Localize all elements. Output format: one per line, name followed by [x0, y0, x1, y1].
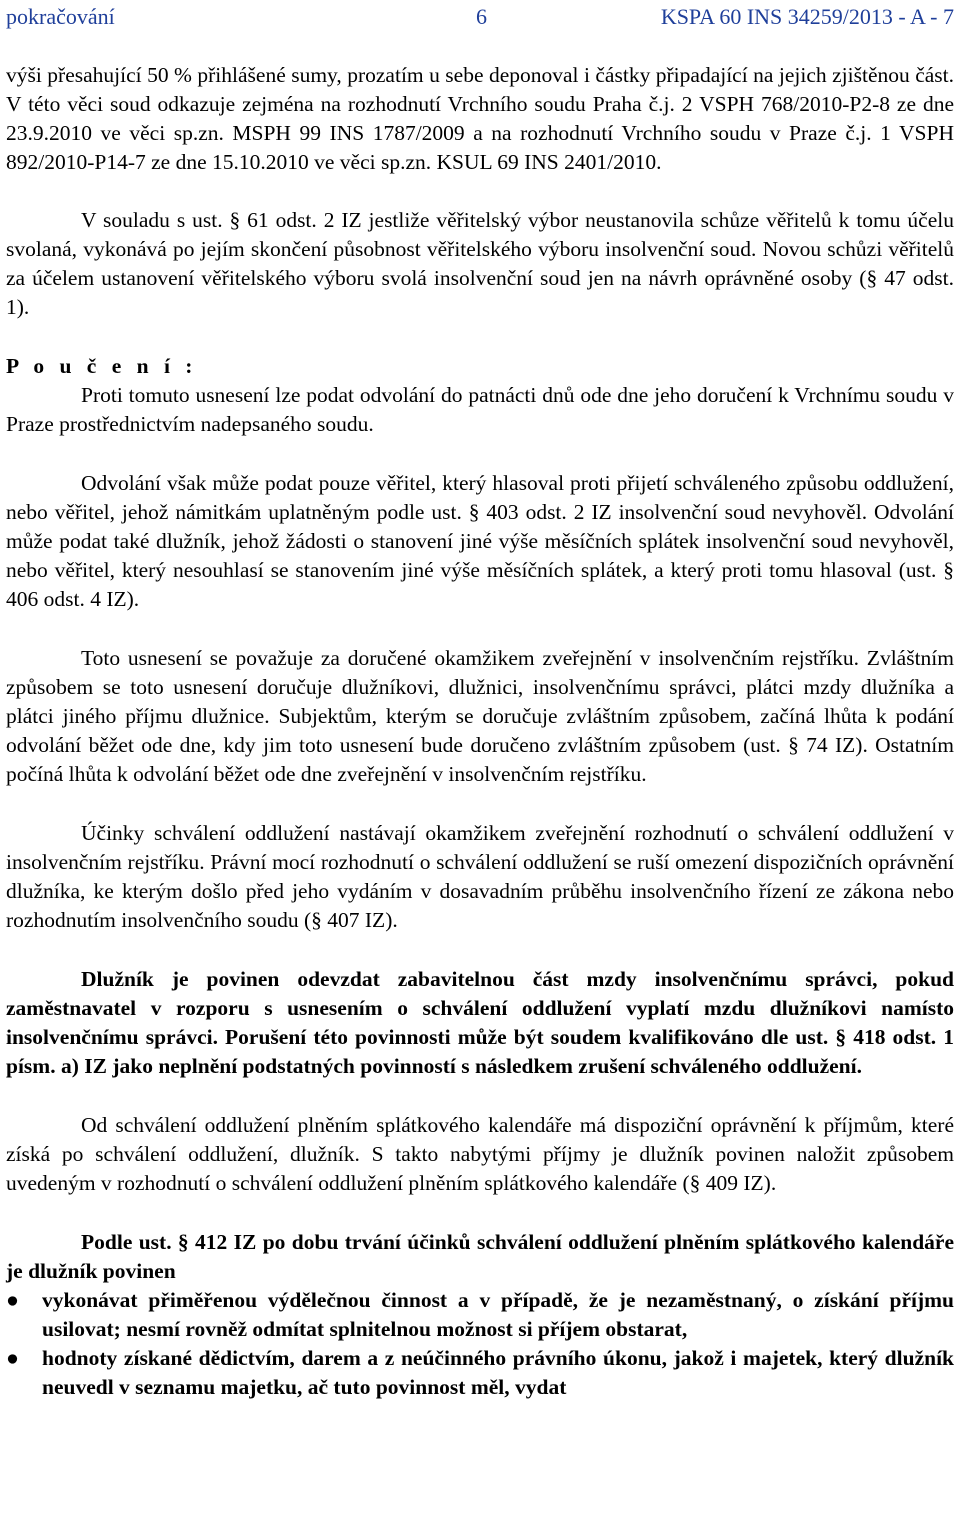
list-item — [6, 1344, 954, 1402]
document-body — [6, 61, 954, 1402]
paragraph-delivery: Toto usnesení se považuje za doručené okamžikem zveřejnění v insolvenčním rejstříku. Zvláštním způsobem se toto usnesení doručuje dlužníkovi, dlužnici, insolvenčnímu správci, plátci mzdy dlužníka a plátci jiného příjmu dlužnice. Subjektům, kterým se doručuje zvláštním způsobem, začíná lhůta k podání odvolání běžet ode dne, kdy jim toto usnesení bude doručeno zvláštním způsobem (ust. § 74 IZ). Ostatním počíná lhůta k odvolání běžet ode dne zveřejnění v insolvenčním rejstříku. — [6, 646, 954, 786]
paragraph-effects: Účinky schválení oddlužení nastávají okamžikem zveřejnění rozhodnutí o schválení oddlužení v insolvenčním rejstříku. Právní mocí rozhodnutí o schválení oddlužení se ruší omezení dispozičních oprávnění dlužníka, ke kterým došlo před jeho vydáním v dosavadním průběhu insolvenčního řízení ze zákona nebo rozhodnutím insolvenčního soudu (§ 407 IZ). — [6, 821, 954, 932]
paragraph-appeal-deadline: Proti tomuto usnesení lze podat odvolání do patnácti dnů ode dne jeho doručení k Vrchnímu soudu v Praze prostřednictvím nadepsaného soudu. — [6, 383, 954, 436]
paragraph-creditors-committee: V souladu s ust. § 61 odst. 2 IZ jestliže věřitelský výbor neustanovila schůze věřitelů k tomu účelu svolaná, vykonává po jejím skončení působnost věřitelského výboru insolvenční soud. Novou schůzi věřitelů za účelem ustanovení věřitelského výboru svolá insolvenční soud jen na návrh oprávněné osoby (§ 47 odst. 1). — [6, 208, 954, 319]
paragraph-debtor-obligation: Dlužník je povinen odevzdat zabavitelnou část mzdy insolvenčnímu správci, pokud zaměstnavatel v rozporu s usnesením o schválení oddlužení vyplatí mzdu dlužníkovi namísto insolvenčnímu správci. Porušení této povinnosti může být soudem kvalifikováno dle ust. § 418 odst. 1 písm. a) IZ jako neplnění podstatných povinností s následkem zrušení schváleného oddlužení. — [6, 967, 954, 1078]
page-number: 6 — [476, 4, 487, 29]
paragraph-debtor-duties-intro: Podle ust. § 412 IZ po dobu trvání účinků schválení oddlužení plněním splátkového kalendáře je dlužník povinen — [6, 1230, 954, 1283]
list-item-text: vykonávat přiměřenou výdělečnou činnost a v případě, že je nezaměstnaný, o získání příjmu usilovat; nesmí rovněž odmítat splnitelnou možnost si příjem obstarat, — [42, 1288, 954, 1341]
bullet-icon: ● — [6, 1288, 19, 1312]
list-item-text: hodnoty získané dědictvím, darem a z neúčinného právního úkonu, jakož i majetek, který dlužník neuvedl v seznamu majetku, ač tuto povinnost měl, vydat — [42, 1346, 954, 1399]
debtor-duties-list — [6, 1286, 954, 1402]
instruction-heading: P o u č e n í : — [6, 354, 198, 378]
page-header — [6, 2, 954, 31]
paragraph-disposal-rights: Od schválení oddlužení plněním splátkového kalendáře má dispoziční oprávnění k příjmům, které získá po schválení oddlužení, dlužník. S takto nabytými příjmy je dlužník povinen naložit způsobem uvedeným v rozhodnutí o schválení oddlužení plněním splátkového kalendáře (§ 409 IZ). — [6, 1113, 954, 1195]
paragraph-appeal-eligibility: Odvolání však může podat pouze věřitel, který hlasoval proti přijetí schváleného způsobu oddlužení, nebo věřitel, jehož námitkám uplatněným podle ust. § 403 odst. 2 IZ insolvenční soud nevyhověl. Odvolání může podat také dlužník, jehož žádosti o stanovení jiné výše měsíčních splátek insolvenční soud nevyhověl, nebo věřitel, který nesouhlasí se stanovením jiné výše měsíčních splátek, a který proti tomu hlasoval (ust. § 406 odst. 4 IZ). — [6, 471, 954, 611]
list-item — [6, 1286, 954, 1344]
continuation-label: pokračování — [6, 4, 115, 29]
case-reference: KSPA 60 INS 34259/2013 - A - 7 — [660, 4, 954, 29]
bullet-icon: ● — [6, 1346, 19, 1370]
paragraph-case-references: výši přesahující 50 % přihlášené sumy, prozatím u sebe deponoval i částky připadající na jejich zjištěnou část. V této věci soud odkazuje zejména na rozhodnutí Vrchního soudu Praha č.j. 2 VSPH 768/2010-P2-8 ze dne 23.9.2010 ve věci sp.zn. MSPH 99 INS 1787/2009 a na rozhodnutí Vrchního soudu v Praze č.j. 1 VSPH 892/2010-P14-7 ze dne 15.10.2010 ve věci sp.zn. KSUL 69 INS 2401/2010. — [6, 63, 954, 174]
